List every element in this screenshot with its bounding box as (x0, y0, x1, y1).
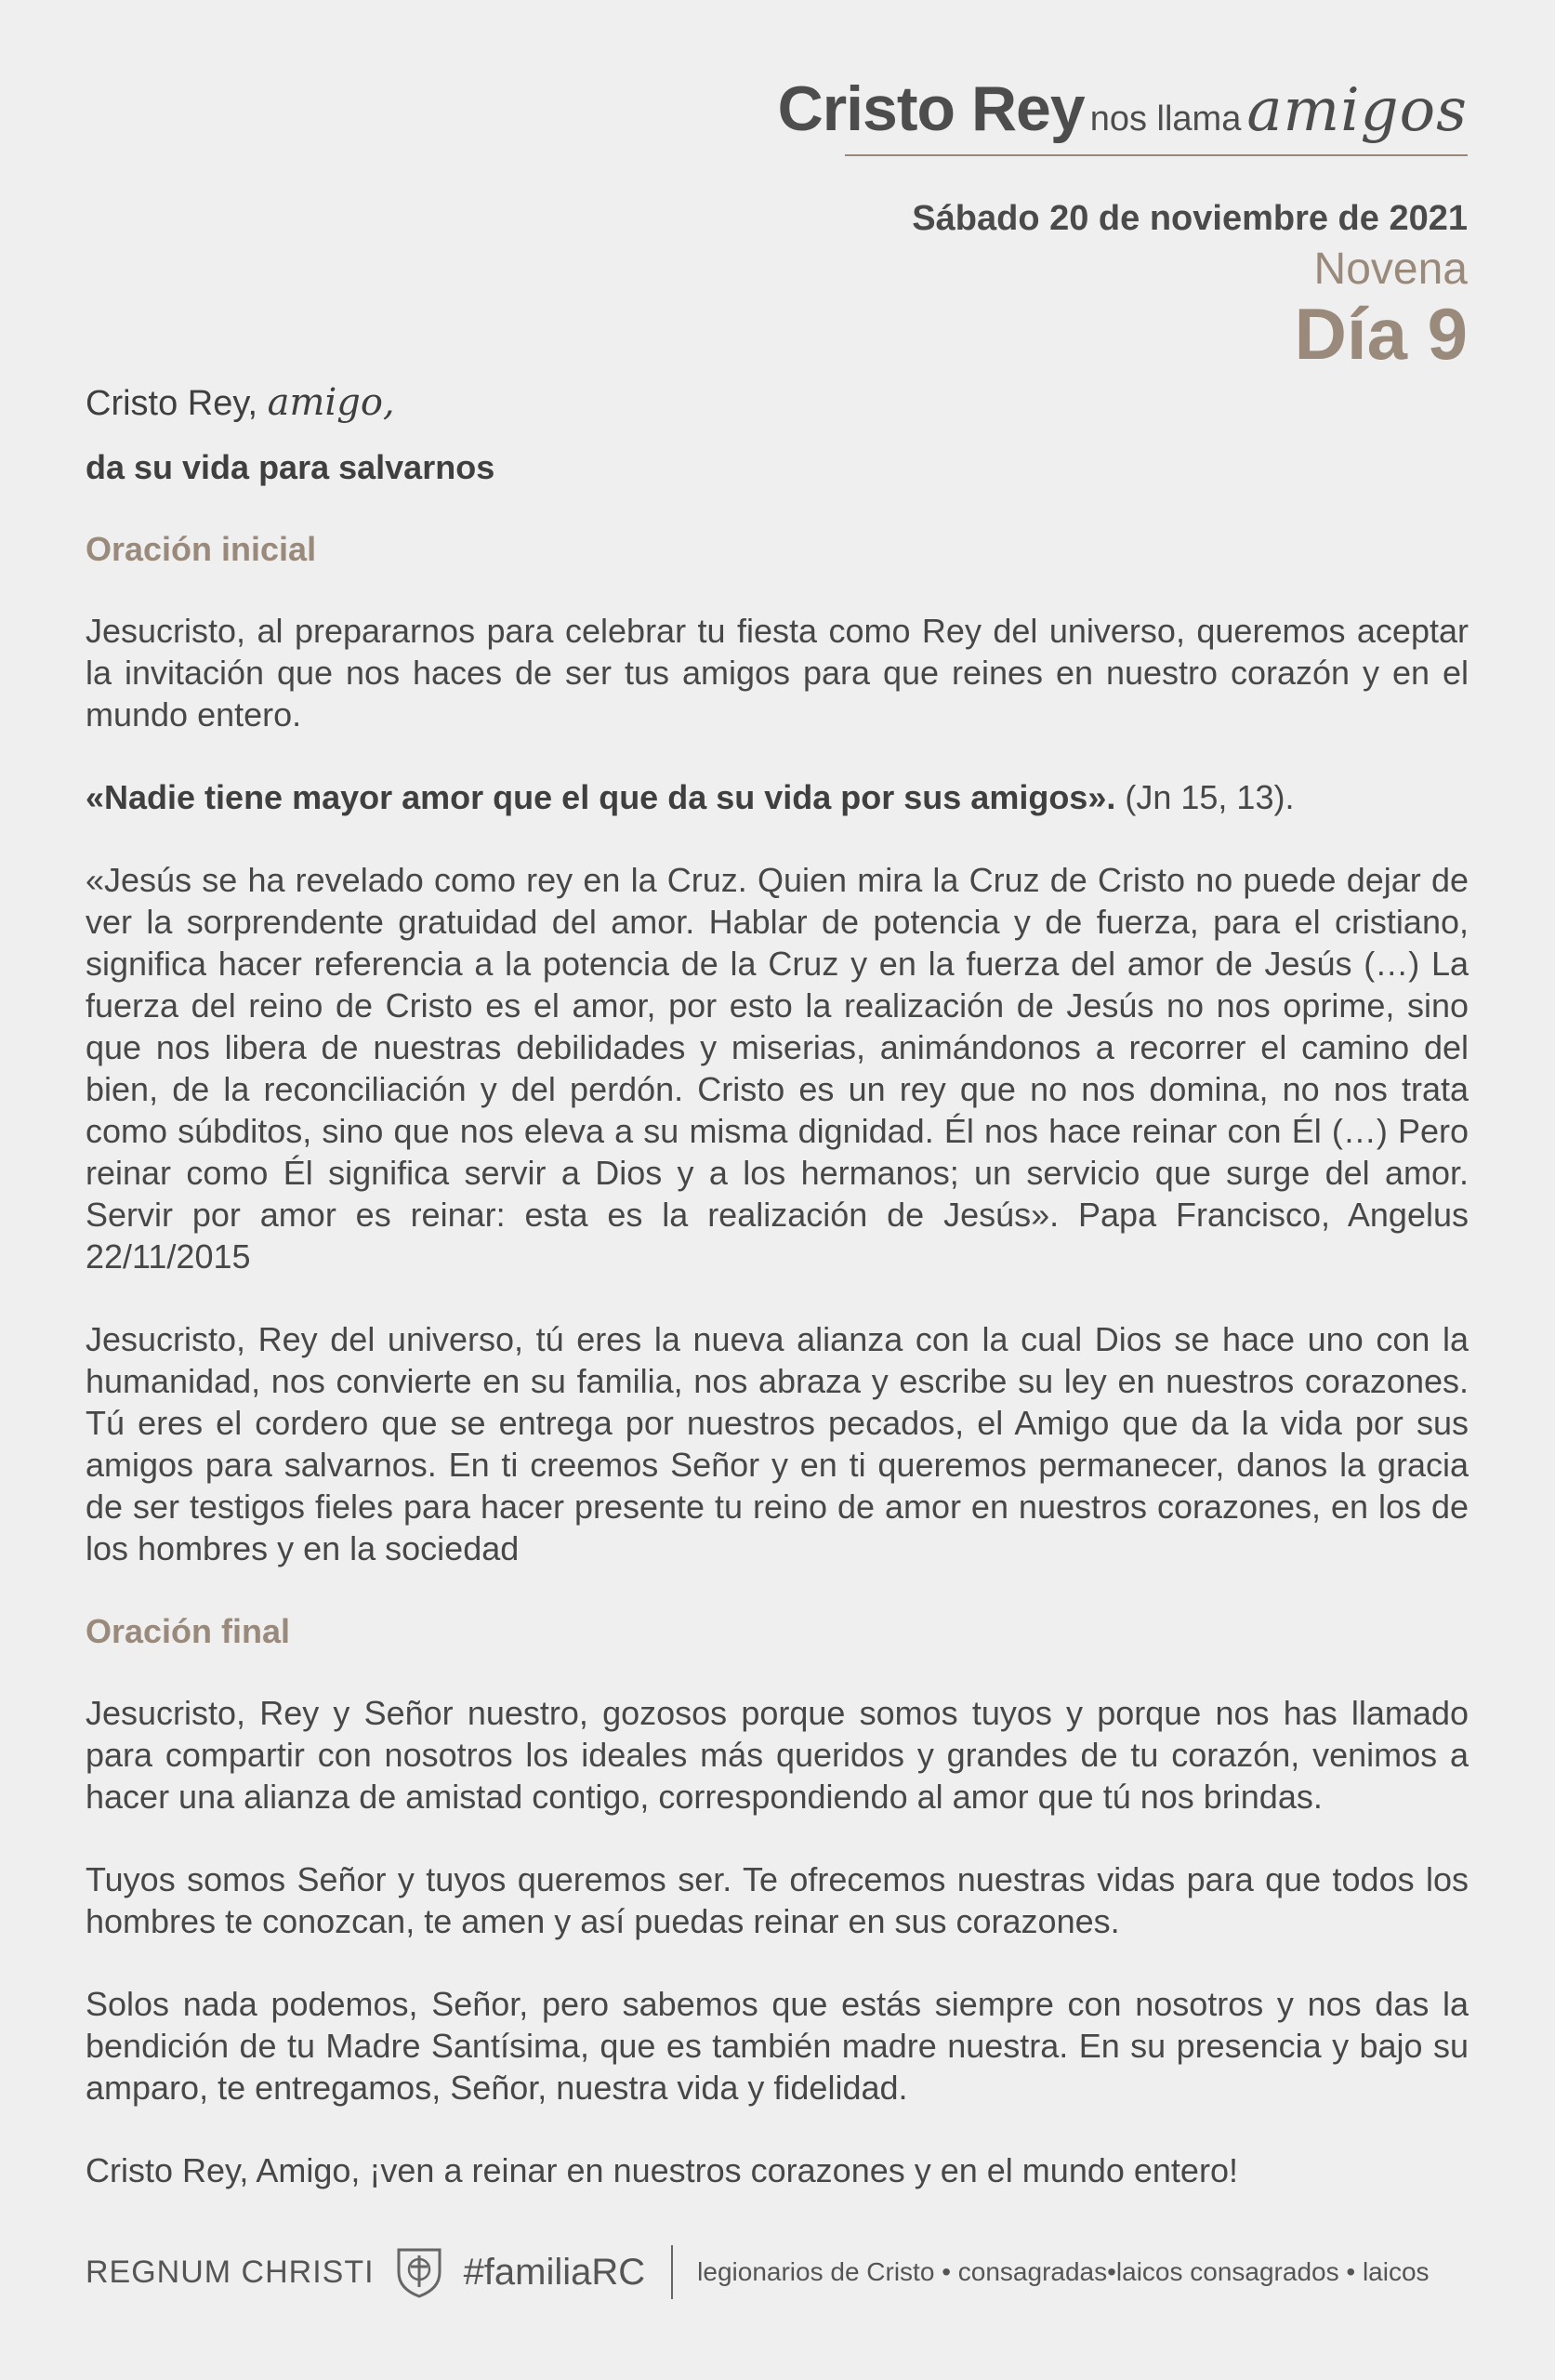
subtitle: da su vida para salvarnos (86, 448, 495, 486)
day-number: Día 9 (1294, 293, 1468, 375)
branches: legionarios de Cristo • consagradas•laicos consagrados • laicos (697, 2257, 1430, 2286)
lead-script: amigo, (267, 381, 395, 424)
final-prayer-paragraph: Jesucristo, Rey y Señor nuestro, gozosos porque somos tuyos y porque nos has llamado para compartir con nosotros los ideales más queridos y grandes de tu corazón, venimos a hacer una alianza de amistad contigo, correspondiendo al amor que tú nos brindas. (86, 1694, 1469, 1816)
brand-main: Cristo Rey (777, 73, 1085, 144)
date: Sábado 20 de noviembre de 2021 (912, 199, 1468, 238)
scripture-quote (86, 776, 1469, 818)
final-prayer-paragraph: Tuyos somos Señor y tuyos queremos ser. Te ofrecemos nuestras vidas para que todos los hombres te conozcan, te amen y así puedas reinar en sus corazones. (86, 1860, 1469, 1940)
brand-title (777, 73, 1468, 145)
novena-label: Novena (1313, 245, 1468, 294)
brand-underline (845, 154, 1468, 156)
header (777, 73, 1468, 375)
regnum-christi-crest-icon (395, 2244, 443, 2300)
footer-divider (671, 2245, 673, 2299)
final-prayer-paragraph: Solos nada podemos, Señor, pero sabemos que estás siempre con nosotros y nos das la bendición de tu Madre Santísima, que es también madre nuestra. En su presencia y bajo su amparo, te entregamos, Señor, nuestra vida y fidelidad. (86, 1985, 1469, 2107)
final-prayer-paragraph: Cristo Rey, Amigo, ¡ven a reinar en nuestros corazones y en el mundo entero! (86, 2151, 1238, 2189)
initial-prayer-title: Oración inicial (86, 530, 317, 568)
initial-prayer-text: Jesucristo, al prepararnos para celebrar tu fiesta como Rey del universo, queremos aceptar la invitación que nos haces de ser tus amigos para que reines en nuestro corazón y en el mundo entero. (86, 612, 1469, 734)
papal-quote: «Jesús se ha revelado como rey en la Cruz. Quien mira la Cruz de Cristo no puede dejar de ver la sorprendente gratuidad del amor. Hablar de potencia y de fuerza, para el cristiano, significa hacer referencia a la potencia de la Cruz y en la fuerza del amor de Jesús (…) La fuerza del reino de Cristo es el amor, por esto la realización de Jesús no nos oprime, sino que nos libera de nuestras debilidades y miserias, animándonos a recorrer el camino del bien, de la reconciliación y del perdón. Cristo es un rey que no nos domina, no nos trata como súbditos, sino que nos eleva a su misma dignidad. Él nos hace reinar con Él (…) Pero reinar como Él significa servir a Dios y a los hermanos; un servicio que surge del amor. Servir por amor es reinar: esta es la realización de Jesús». Papa Francisco, Angelus 22/11/2015 (86, 861, 1469, 1276)
hashtag: #familiaRC (463, 2251, 646, 2293)
reflection: Jesucristo, Rey del universo, tú eres la nueva alianza con la cual Dios se hace uno con la humanidad, nos convierte en su familia, nos abraza y escribe su ley en nuestros corazones. Tú eres el cordero que se entrega por nuestros pecados, el Amigo que da la vida por sus amigos para salvarnos. En ti creemos Señor y en ti queremos permanecer, danos la gracia de ser testigos fieles para hacer presente tu reino de amor en nuestros corazones, en los de los hombres y en la sociedad (86, 1320, 1469, 1567)
org-name: REGNUM CHRISTI (86, 2254, 375, 2290)
footer (86, 2242, 1469, 2302)
scripture-quote-text: «Nadie tiene mayor amor que el que da su vida por sus amigos». (86, 778, 1116, 816)
lead-line (86, 381, 1469, 424)
brand-mid: nos llama (1089, 99, 1242, 139)
scripture-reference: (Jn 15, 13). (1115, 778, 1295, 816)
lead-text: Cristo Rey, (86, 384, 258, 423)
brand-script: amigos (1246, 76, 1468, 145)
final-prayer-title: Oración final (86, 1612, 291, 1650)
prayer-content (86, 381, 1469, 2191)
